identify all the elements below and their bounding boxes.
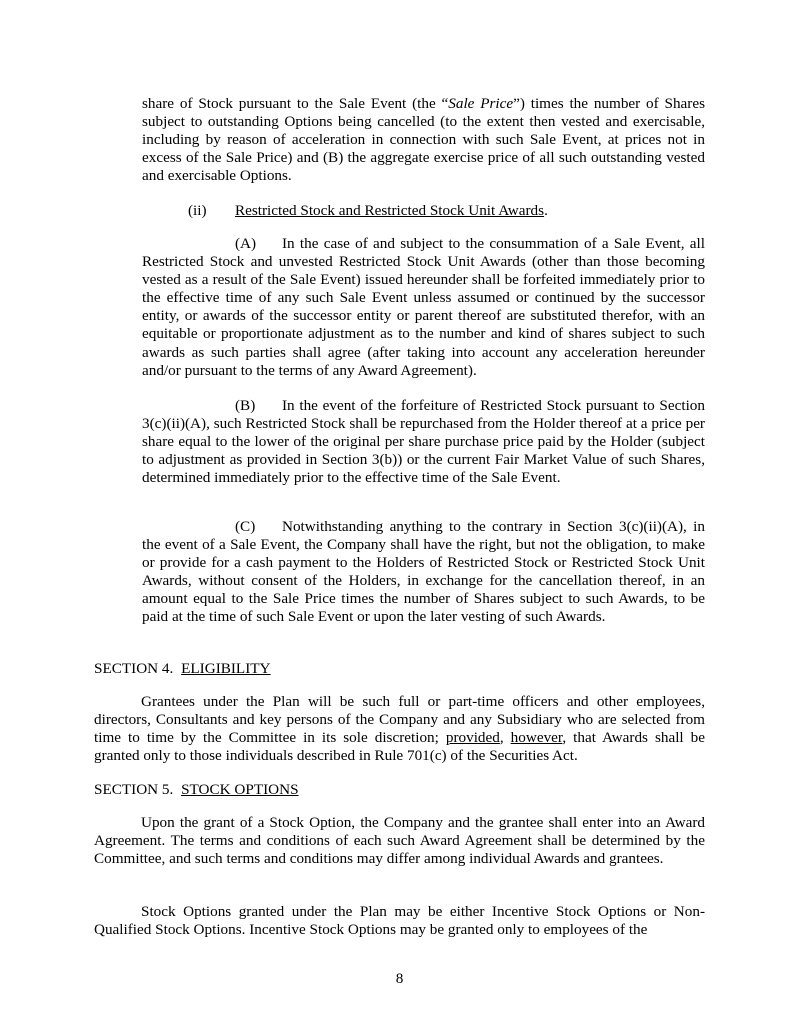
section-4-body	[94, 693, 705, 765]
section-5-para2-text: Stock Options granted under the Plan may be either Incentive Stock Options or Non-Qualified Stock Options. Incentive Stock Options may be granted only to employees of the	[94, 903, 705, 939]
section-5-title: STOCK OPTIONS	[181, 781, 299, 798]
sale-price-term: Sale Price	[448, 95, 514, 112]
section-4-heading	[94, 660, 271, 678]
section-4-title: ELIGIBILITY	[181, 660, 271, 677]
continuation-paragraph	[142, 95, 705, 185]
section-5-para1-text: Upon the grant of a Stock Option, the Company and the grantee shall enter into an Award Agreement. The terms and conditions of each such Award Agreement shall be determined by the Committee, and such terms and conditions may differ among individual Awards and grantees.	[94, 814, 705, 868]
paragraph-C-text: Notwithstanding anything to the contrary in Section 3(c)(ii)(A), in the event of a Sale Event, the Company shall have the right, but not the obligation, to make or provide for a cash payment to the Holders of Restricted Stock or Restricted Stock Unit Awards, without consent of the Holders, in exchange for the cancellation thereof, in an amount equal to the Sale Price times the number of Shares subject to such Awards, to be paid at the time of such Sale Event or upon the later vesting of such Awards.	[142, 518, 705, 626]
paragraph-C-label: (C)	[235, 518, 256, 535]
paragraph-A	[142, 235, 705, 380]
cont-text-pre: share of Stock pursuant to the Sale Event (the “	[142, 95, 449, 112]
section-4-number: SECTION 4.	[94, 660, 174, 677]
paragraph-C	[142, 518, 705, 627]
section-5-paragraph-1	[94, 814, 705, 868]
section-4-body-post: , that Awards shall be granted only to those individuals described in Rule 701(c) of the Securities Act.	[94, 729, 705, 765]
paragraph-B	[142, 397, 705, 487]
subsection-ii-number: (ii)	[188, 202, 207, 219]
subsection-ii-heading	[188, 202, 548, 220]
paragraph-B-text: In the event of the forfeiture of Restricted Stock pursuant to Section 3(c)(ii)(A), such Restricted Stock shall be repurchased from the Holder thereof at a price per share equal to the lower of the original per share purchase price paid by the Holder (subject to adjustment as provided in Section 3(b)) or the current Fair Market Value of such Shares, determined immediately prior to the effective time of the Sale Event.	[142, 397, 705, 487]
however-term: however	[510, 729, 563, 747]
paragraph-A-label: (A)	[235, 235, 257, 252]
subsection-ii-period: .	[544, 202, 548, 219]
section-4-body-pre: Grantees under the Plan will be such full or part-time officers and other employees, directors, Consultants and key persons of the Company and any Subsidiary who are selected from time to time by the Committee in its sole discretion;	[94, 693, 705, 747]
section-5-number: SECTION 5.	[94, 781, 174, 798]
subsection-ii-title: Restricted Stock and Restricted Stock Unit Awards	[235, 202, 545, 219]
paragraph-B-label: (B)	[235, 397, 256, 414]
paragraph-A-text: In the case of and subject to the consummation of a Sale Event, all Restricted Stock and unvested Restricted Stock Unit Awards (other than those becoming vested as a result of the Sale Event) issued hereunder shall be forfeited immediately prior to the effective time of any such Sale Event unless assumed or continued by the successor entity, or awards of the successor entity or parent thereof are substituted therefor, with an equitable or proportionate adjustment as to the number and kind of shares subject to such awards as such parties shall agree (after taking into account any acceleration hereunder and/or pursuant to the terms of any Award Agreement).	[142, 235, 705, 379]
page-number: 8	[395, 970, 404, 987]
section-5-paragraph-2	[94, 903, 705, 939]
provided-term: provided	[445, 729, 500, 747]
section-5-heading	[94, 781, 299, 799]
cont-text-post: ”) times the number of Shares subject to outstanding Options being cancelled (to the extent then vested and exercisable, including by reason of acceleration in connection with such Sale Event, at prices not in excess of the Sale Price) and (B) the aggregate exercise price of all such outstanding vested and exercisable Options.	[142, 95, 705, 185]
section-4-comma: ,	[499, 729, 511, 747]
